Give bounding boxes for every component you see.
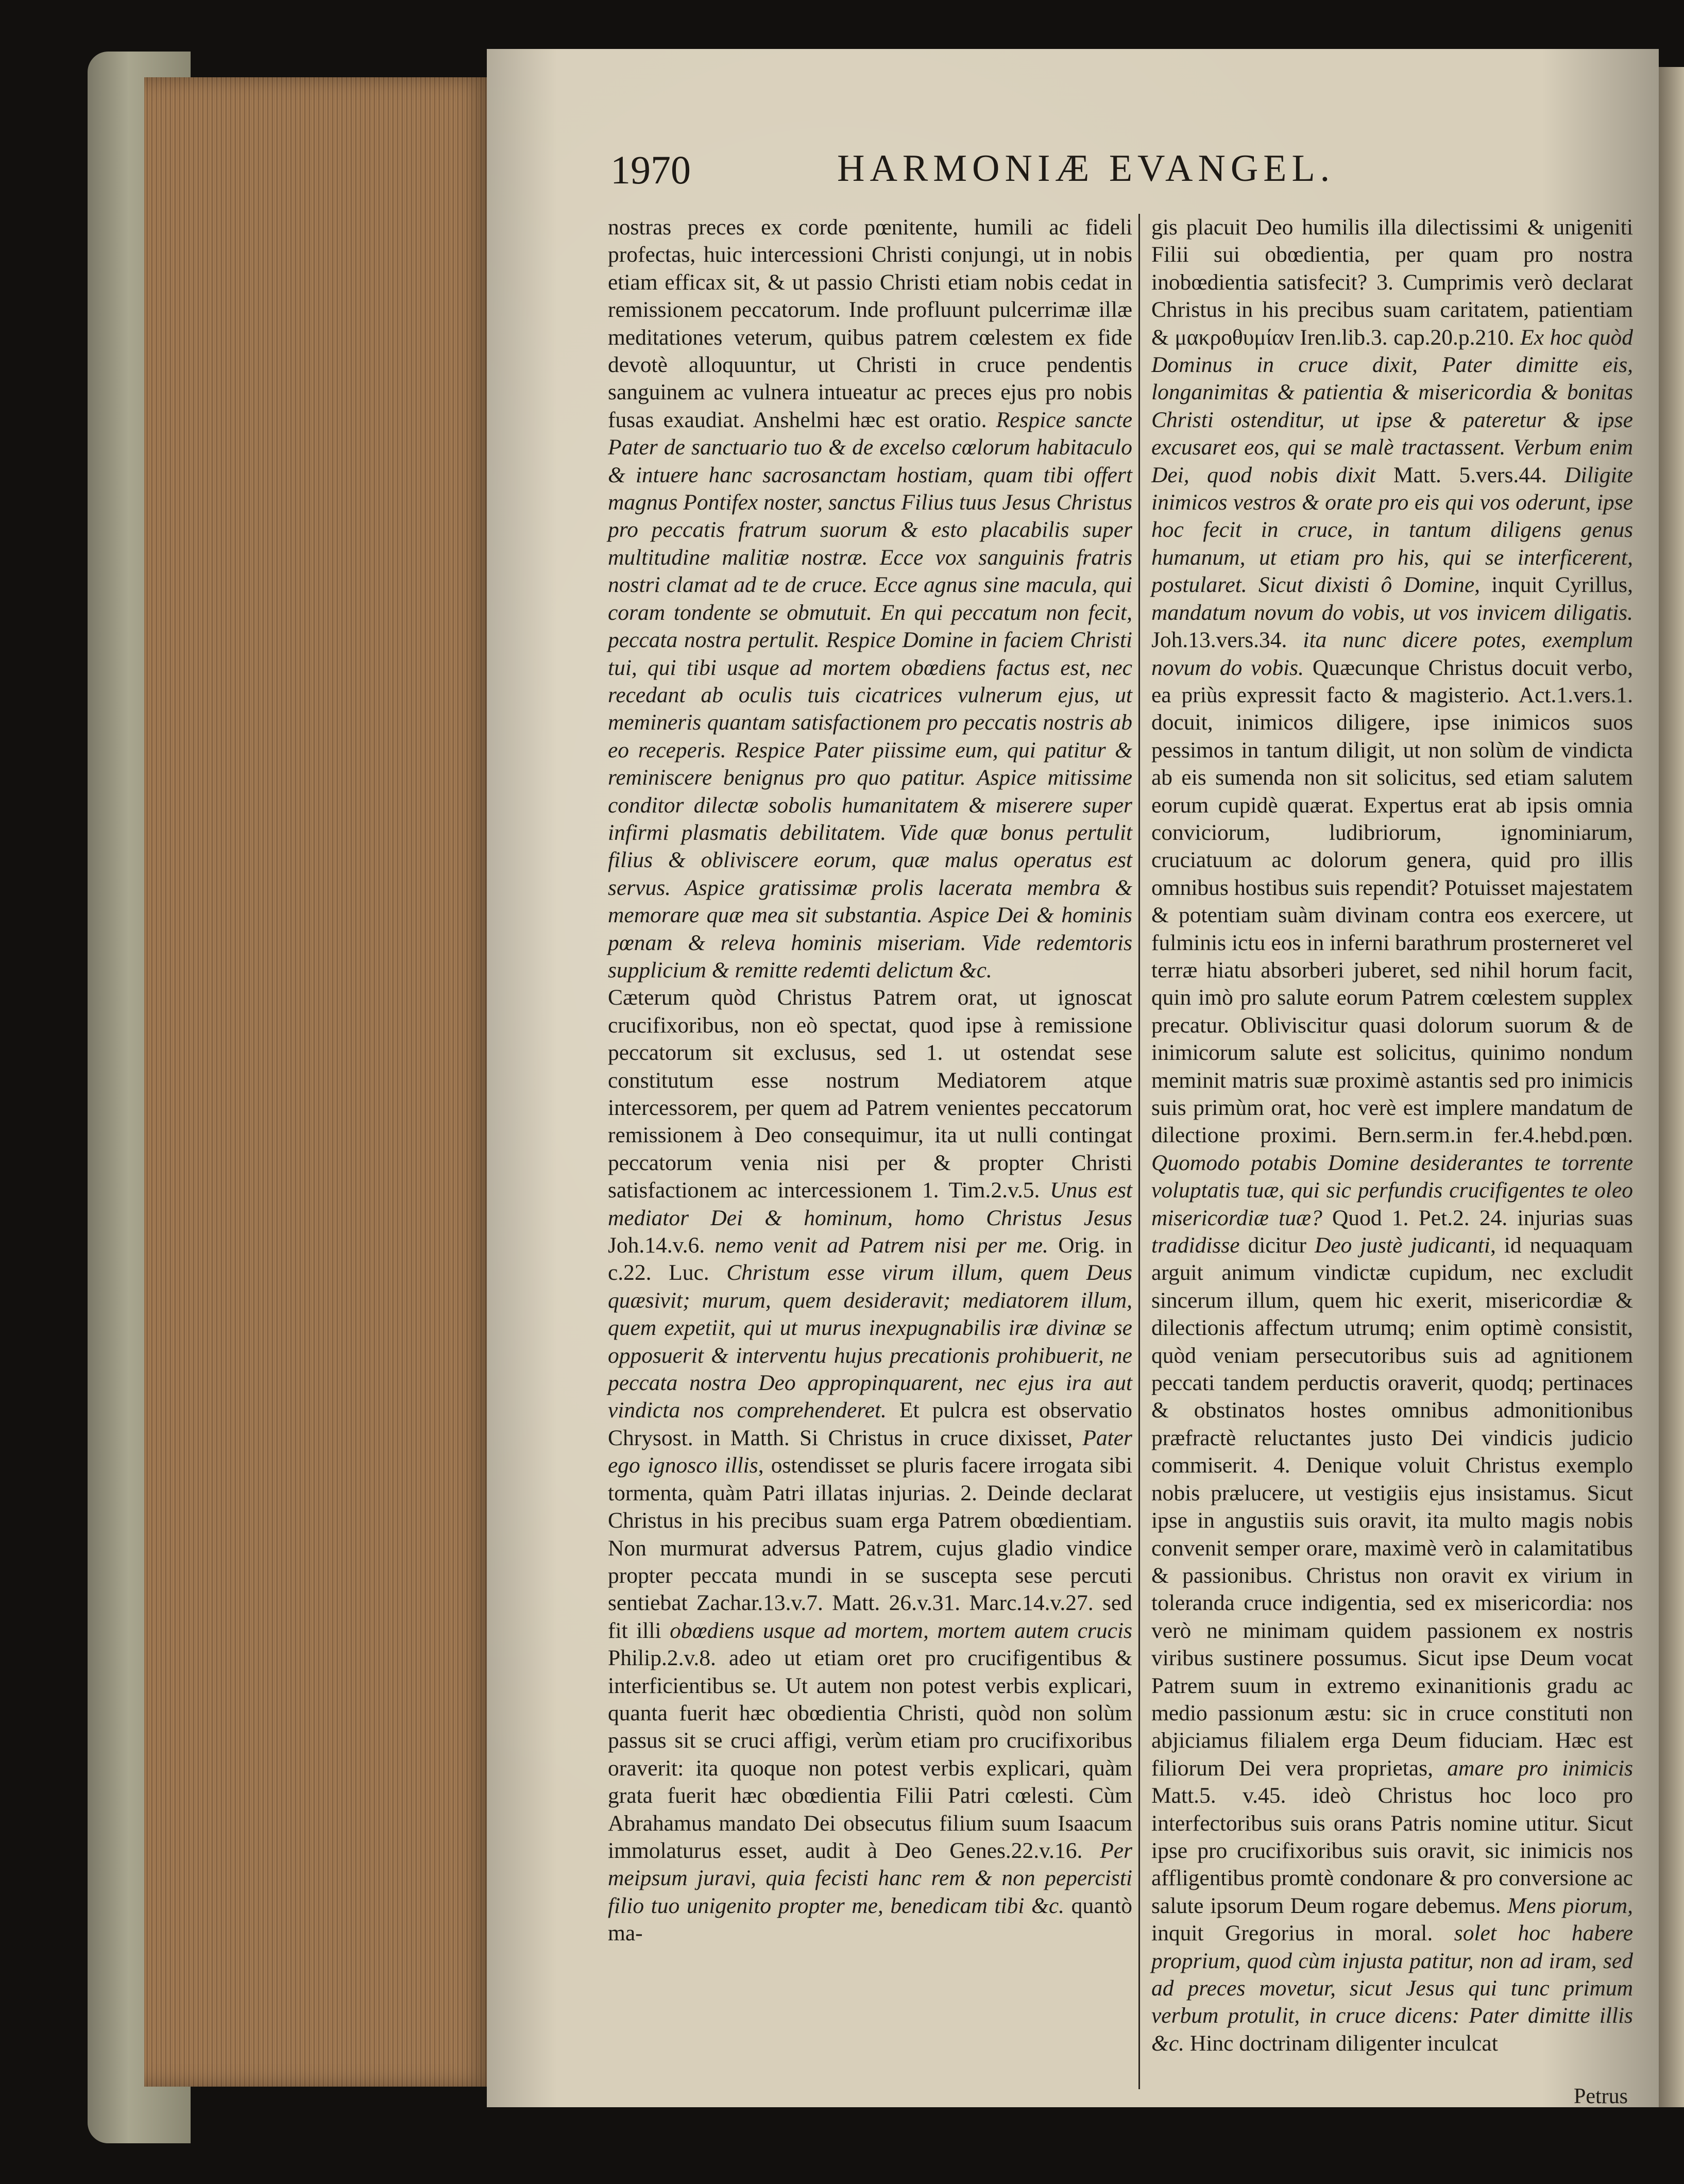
text-run: Matt.5. v.45. ideò Christus hoc loco pro interfectoribus suis orans Patris nomine utitur. Sicut ipse pro crucifixoribus suis oravit, sic inimicis nos affligentibus promtè condonare & pro conversione ac salute ipsorum Deum rogare debemus. (1151, 1783, 1633, 1918)
text-run: gis placuit Deo humilis illa dilectissimi & unigeniti Filii sui obœdientia, per quam pro nostra inobœdientia satisfecit? 3. Cumprimis verò declarat Christus in his precibus suam caritatem, patientiam & μακροθυμίαν Iren.lib.3. cap.20.p.210. (1151, 215, 1633, 350)
text-run: Orig. in c.22. Luc. (608, 1233, 1133, 1285)
italic-quotation: nemo venit ad Patrem nisi per me. (715, 1233, 1048, 1258)
italic-quotation: Diligite inimicos vestros & orate pro eis qui vos oderunt, ipse hoc fecit in cruce, in tantum diligens genus humanum, ut etiam pro his, qui se interficerent, postularet. Sicut dixisti ô Domine, (1151, 462, 1633, 598)
italic-quotation: tradidisse (1151, 1233, 1240, 1258)
italic-quotation: amare pro inimicis (1447, 1755, 1633, 1781)
italic-quotation: obœdiens usque ad mortem, mortem autem crucis (670, 1618, 1132, 1643)
text-run: Hinc doctrinam diligenter inculcat (1184, 2030, 1498, 2056)
text-run: Matt. 5.vers.44. (1375, 462, 1565, 487)
text-run: Quod 1. Pet.2. 24. injurias suas (1322, 1205, 1633, 1230)
right-text-column (1151, 214, 1633, 2057)
text-run: inquit Gregorius in moral. (1151, 1921, 1454, 1946)
facing-page-edge (1656, 67, 1684, 2107)
text-run: Quæcunque Christus docuit verbo, ea priùs expressit facto & magisterio. Act.1.vers.1. docuit, inimicos diligere, ipse inimicos suos pessimos in tantum diligit, ut non solùm de vindicta ab eis sumenda non sit solicitus, sed etiam salutem eorum cupidè quærat. Expertus erat ab ipsis omnia conviciorum, ludibriorum, ignominiarum, cruciatuum ac dolorum genera, quid pro illis omnibus hostibus suis rependit? Potuisset majestatem & potentiam suàm divinam contra eos exercere, ut fulminis ictu eos in inferni barathrum prosterneret vel terræ hiatu absorberi juberet, sed nihil horum facit, quin imò pro salute eorum Patrem cœlestem supplex precatur. Obliviscitur quasi dolorum suorum & de inimicorum salute est solicitus, quinimo nondum meminit matris suæ proximè astantis sed pro inimicis suis primùm orat, hoc verè est implere mandatum de dilectione proximi. Bern.serm.in fer.4.hebd.pœn. (1151, 655, 1634, 1148)
text-run: Joh.13.vers.34. (1151, 628, 1303, 653)
text-run: Et pulcra est observatio Chrysost. in Matth. Si Christus in cruce dixisset, (608, 1398, 1132, 1450)
italic-quotation: Respice sancte Pater de sanctuario tuo & de excelso cœlorum habitaculo & intuere hanc sacrosanctam hostiam, quam tibi offert magnus Pontifex noster, sanctus Filius tuus Jesus Christus pro peccatis fratrum suorum & esto placabilis super multitudine malitiæ nostræ. Ecce vox sanguinis fratris nostri clamat ad te de cruce. Ecce agnus sine macula, qui coram tondente se obmutuit. En qui peccatum non fecit, peccata nostra pertulit. Respice Domine in faciem Christi tui, qui tibi usque ad mortem obœdiens factus est, nec recedant ab oculis tuis cicatrices vulnerum ejus, ut memineris quantam satisfactionem pro peccatis nostris ab eo receperis. Respice Pater piissime eum, qui patitur & reminiscere benignus pro quo patitur. Aspice mitissime conditor dilectæ sobolis humanitatem & miserere super infirmi plasmatis debilitatem. Vide quæ bonus pertulit filius & obliviscere eorum, quæ malus operatus est servus. Aspice gratissimæ prolis lacerata membra & memorare quæ mea sit substantia. Aspice Dei & hominis pœnam & releva hominis miseriam. Vide redemtoris supplicium & remitte redemti delictum &c. (608, 407, 1133, 983)
text-run: dicitur (1239, 1233, 1315, 1258)
book-page (487, 49, 1659, 2107)
catchword: Petrus (1574, 2085, 1628, 2108)
italic-quotation: Unus est mediator Dei & hominum, homo Christus Jesus (608, 1178, 1132, 1230)
italic-quotation: mandatum novum do vobis, ut vos invicem diligatis. (1151, 600, 1633, 625)
italic-quotation: Christum esse virum illum, quem Deus quæsivit; murum, quem desideravit; mediatorem illum, quem expetiit, qui ut murus inexpugnabilis iræ divinæ se opposuerit & interventu hujus precationis prohibuerit, ne peccata nostra Deo appropinquarent, nec ejus ira aut vindicta nos comprehenderet. (608, 1260, 1132, 1423)
left-text-column (608, 214, 1132, 1948)
text-paragraph (608, 214, 1132, 984)
italic-quotation: Quomodo potabis Domine desiderantes te torrente voluptatis tuæ, qui sic perfundis crucifigentes te oleo misericordiæ tuæ? (1151, 1150, 1633, 1230)
italic-quotation: Ex hoc quòd Dominus in cruce dixit, Pater dimitte eis, longanimitas & patientia & misericordia & bonitas Christi ostenditur, ut ipse & pateretur & ipse excusaret eos, qui se malè tractassent. Verbum enim Dei, quod nobis dixit (1151, 325, 1634, 487)
page-edges (144, 77, 495, 2087)
italic-quotation: solet hoc habere proprium, quod cùm injusta patitur, non ad iram, sed ad preces movetur, sicut Jesus qui tunc primum verbum protulit, in cruce dicens: Pater dimitte illis &c. (1151, 1921, 1633, 2056)
text-run: Cæterum quòd Christus Patrem orat, ut ignoscat crucifixoribus, non eò spectat, quod ipse à remissione peccatorum sit exclusus, sed 1. ut ostendat sese constitutum esse nostrum Mediatorem atque intercessorem, per quem ad Patrem venientes peccatorum remissionem à Deo consequimur, ita ut nulli contingat peccatorum venia nisi per & propter Christi satisfactionem ac intercessionem 1. Tim.2.v.5. (608, 985, 1132, 1203)
italic-quotation: ita nunc dicere potes, exemplum novum do vobis. (1151, 628, 1633, 680)
italic-quotation: Mens piorum, (1507, 1893, 1633, 1918)
page-number: 1970 (610, 147, 691, 192)
text-run: Joh.14.v.6. (608, 1233, 715, 1258)
text-paragraph (608, 984, 1132, 1947)
running-title: HARMONIÆ EVANGEL. (837, 147, 1335, 190)
text-run: quantò ma- (608, 1893, 1132, 1946)
italic-quotation: Deo justè judicanti (1314, 1233, 1490, 1258)
text-run: , id nequaquam arguit animum vindictæ cupidum, nec excludit sincerum illum, quem hic exerit, misericordiæ & dilectionis affectum utrumq; enim optimè consistit, quòd veniam persecutoribus suis ad agnitionem peccati tandem perductis oraverit, quodq; pertinaces & obstinatos hostes omnibus admonitionibus præfractè reluctantes justo Dei vindicis judicio commiserit. 4. Denique voluit Christus exemplo nobis prælucere, ut vestigiis ejus insistamus. Sicut ipse in angustiis suis oravit, ita multo magis nobis convenit semper orare, maximè verò in calamitatibus & passionibus. Christus non oravit ex virium in toleranda cruce indigentia, sed ex misericordia: nos verò ne minimam quidem passionem ex nostris viribus sustinere possumus. Sicut ipse Deum vocat Patrem suum in extremo exinanitionis gradu ac medio passionum æstu: sic in cruce constituti non abjiciamus filialem erga Deum fiduciam. Hæc est filiorum Dei vera proprietas, (1151, 1233, 1633, 1781)
page-header (610, 147, 1628, 204)
text-run: , ostendisset se pluris facere irrogata sibi tormenta, quàm Patri illatas injurias. 2. Deinde declarat Christus in his precibus suam erga Patrem obœdientiam. Non murmurat adversus Patrem, cujus gladio vindice propter peccata mundi in se suscepta sese percuti sentiebat Zachar.13.v.7. Matt. 26.v.31. Marc.14.v.27. sed fit illi (608, 1453, 1132, 1643)
italic-quotation: Pater ego ignosco illis (608, 1425, 1132, 1478)
text-run: Philip.2.v.8. adeo ut etiam oret pro crucifigentibus & interficientibus se. Ut autem non potest verbis explicari, quanta fuerit hæc obœdientia Christi, quòd non solùm passus sit se cruci affigi, verùm etiam pro crucifixoribus oraverit: ita quoque non potest verbis explicari, quàm grata fuerit hæc obœdientia Filii Patri cœlesti. Cùm Abrahamus mandato Dei obsecutus filium suum Isaacum immolaturus esset, audit à Deo Genes.22.v.16. (608, 1646, 1132, 1863)
text-paragraph (1151, 214, 1633, 2057)
italic-quotation: Per meipsum juravi, quia fecisti hanc rem & non pepercisti filio tuo unigenito propter me, benedicam tibi &c. (608, 1838, 1132, 1918)
text-run: inquit Cyrillus, (1480, 572, 1633, 598)
text-run: nostras preces ex corde pœnitente, humili ac fideli profectas, huic intercessioni Christi conjungi, ut in nobis etiam efficax sit, & ut passio Christi etiam nobis cedat in remissionem peccatorum. Inde profluunt pulcerrimæ illæ meditationes veterum, quibus patrem cœlestem ex fide devotè alloquuntur, ut Christi in cruce pendentis sanguinem ac vulnera intueatur ac preces ejus pro nobis fusas exaudiat. Anshelmi hæc est oratio. (608, 215, 1132, 432)
column-divider (1138, 214, 1140, 2089)
